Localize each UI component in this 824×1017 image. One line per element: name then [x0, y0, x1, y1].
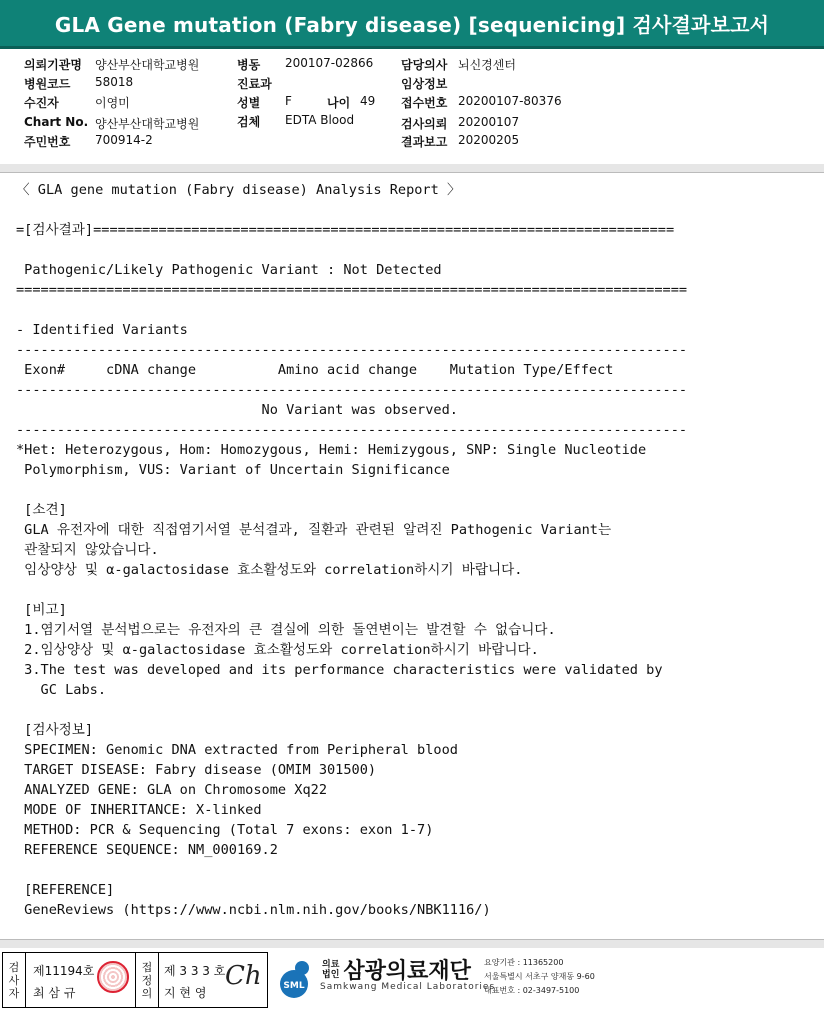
- patient-info-header: [0, 52, 824, 165]
- value-physician: 뇌신경센터: [458, 58, 516, 72]
- report-line: - Identified Variants: [16, 322, 188, 338]
- confirm-name: 지 현 영: [164, 986, 207, 1000]
- report-title: GLA Gene mutation (Fabry disease) [sequenicing] 검사결과보고서: [0, 0, 824, 49]
- value-institution: 양산부산대학교병원: [95, 58, 200, 72]
- confirm-label: 접 정 의: [135, 953, 159, 1007]
- label-institution: 의뢰기관명: [24, 58, 82, 72]
- report-line: 2.임상양상 및 α-galactosidase 효소활성도와 correlation하시기 바랍니다.: [16, 642, 539, 658]
- report-line: 3.The test was developed and its performance characteristics were validated by: [16, 662, 663, 678]
- organization-name: 의료 법인 삼광의료재단: [322, 959, 471, 984]
- doctor-signature: Ch: [225, 961, 262, 991]
- organization-english-name: Samkwang Medical Laboratories: [320, 982, 496, 992]
- report-line: [16, 700, 816, 720]
- value-ward: 200107-02866: [285, 56, 374, 70]
- report-line: [16, 240, 816, 260]
- report-line: Polymorphism, VUS: Variant of Uncertain Significance: [16, 462, 450, 478]
- report-line: GLA 유전자에 대한 직접염기서열 분석결과, 질환과 관련된 알려진 Pathogenic Variant는: [16, 522, 612, 538]
- label-chart-no: Chart No.: [24, 115, 89, 129]
- value-age: 49: [360, 94, 376, 108]
- report-line: ----------------------------------------------------------------------------------: [16, 382, 688, 398]
- label-patient: 수진자: [24, 96, 59, 110]
- report-line: [16, 860, 816, 880]
- report-line: TARGET DISEASE: Fabry disease (OMIM 301500): [16, 762, 377, 778]
- label-request-date: 검사의뢰: [401, 117, 448, 131]
- label-age: 나이: [327, 96, 351, 110]
- svg-text:SML: SML: [283, 981, 305, 991]
- report-line: METHOD: PCR & Sequencing (Total 7 exons: exon 1-7): [16, 822, 434, 838]
- report-line: 임상양상 및 α-galactosidase 효소활성도와 correlation하시기 바랍니다.: [16, 562, 523, 578]
- sml-logo-icon: [272, 956, 316, 1000]
- footer-divider: [0, 939, 824, 948]
- report-line: MODE OF INHERITANCE: X-linked: [16, 802, 262, 818]
- value-specimen: EDTA Blood: [285, 113, 355, 127]
- report-line: [소견]: [16, 502, 67, 518]
- report-line: ==================================================================================: [16, 282, 688, 298]
- label-department: 진료과: [237, 77, 272, 91]
- examiner-license: 제11194호: [33, 964, 95, 978]
- report-line: Exon# cDNA change Amino acid change Mutation Type/Effect: [16, 362, 614, 378]
- label-physician: 담당의사: [401, 58, 448, 72]
- report-line: 1.염기서열 분석법으로는 유전자의 큰 결실에 의한 돌연변이는 발견할 수 없습니다.: [16, 622, 556, 638]
- report-line: [16, 300, 816, 320]
- examiner-label: 검 사 자: [3, 953, 26, 1007]
- report-line: No Variant was observed.: [16, 402, 458, 418]
- report-line: 관찰되지 않았습니다.: [16, 542, 159, 558]
- confirm-license: 제 3 3 3 호: [164, 964, 226, 978]
- label-receipt-no: 접수번호: [401, 96, 448, 110]
- report-line: [16, 580, 816, 600]
- report-line: *Het: Heterozygous, Hom: Homozygous, Hemi: Hemizygous, SNP: Single Nucleotide: [16, 442, 647, 458]
- report-line: ----------------------------------------------------------------------------------: [16, 342, 688, 358]
- report-line: ----------------------------------------------------------------------------------: [16, 422, 688, 438]
- signature-box: [2, 952, 268, 1008]
- value-report-date: 20200205: [458, 133, 520, 147]
- value-receipt-no: 20200107-80376: [458, 94, 562, 108]
- label-clinical-info: 임상정보: [401, 77, 448, 91]
- examiner-name: 최 삼 규: [33, 986, 76, 1000]
- value-hospital-code: 58018: [95, 75, 134, 89]
- value-resident-no: 700914-2: [95, 133, 153, 147]
- value-request-date: 20200107: [458, 115, 520, 129]
- label-specimen: 검체: [237, 115, 261, 129]
- examiner-seal: [97, 961, 129, 993]
- label-hospital-code: 병원코드: [24, 77, 71, 91]
- report-line: GC Labs.: [16, 682, 107, 698]
- label-resident-no: 주민번호: [24, 135, 71, 149]
- label-sex: 성별: [237, 96, 261, 110]
- report-line: Pathogenic/Likely Pathogenic Variant : Not Detected: [16, 262, 442, 278]
- label-report-date: 결과보고: [401, 135, 448, 149]
- report-line: GeneReviews (https://www.ncbi.nlm.nih.gov/books/NBK1116/): [16, 902, 491, 918]
- report-body: [16, 180, 816, 920]
- value-patient: 이영미: [95, 96, 130, 110]
- report-line: 〈 GLA gene mutation (Fabry disease) Analysis Report 〉: [16, 182, 461, 198]
- report-line: [검사정보]: [16, 722, 94, 738]
- report-line: REFERENCE SEQUENCE: NM_000169.2: [16, 842, 278, 858]
- label-ward: 병동: [237, 58, 261, 72]
- report-line: [REFERENCE]: [16, 882, 115, 898]
- value-chart-no: 양산부산대학교병원: [95, 117, 200, 131]
- report-line: [16, 200, 816, 220]
- value-sex: F: [285, 94, 292, 108]
- report-line: [16, 480, 816, 500]
- report-line: ANALYZED GENE: GLA on Chromosome Xq22: [16, 782, 327, 798]
- organization-info: 요양기관 : 11365200 서울특별시 서초구 양재동 9-60 대표번호 : 02-3497-5100: [484, 958, 595, 995]
- report-line: =[검사결과]=======================================================================: [16, 222, 675, 238]
- footer: [0, 950, 824, 1017]
- report-line: SPECIMEN: Genomic DNA extracted from Peripheral blood: [16, 742, 458, 758]
- report-line: [비고]: [16, 602, 67, 618]
- section-divider: [0, 164, 824, 173]
